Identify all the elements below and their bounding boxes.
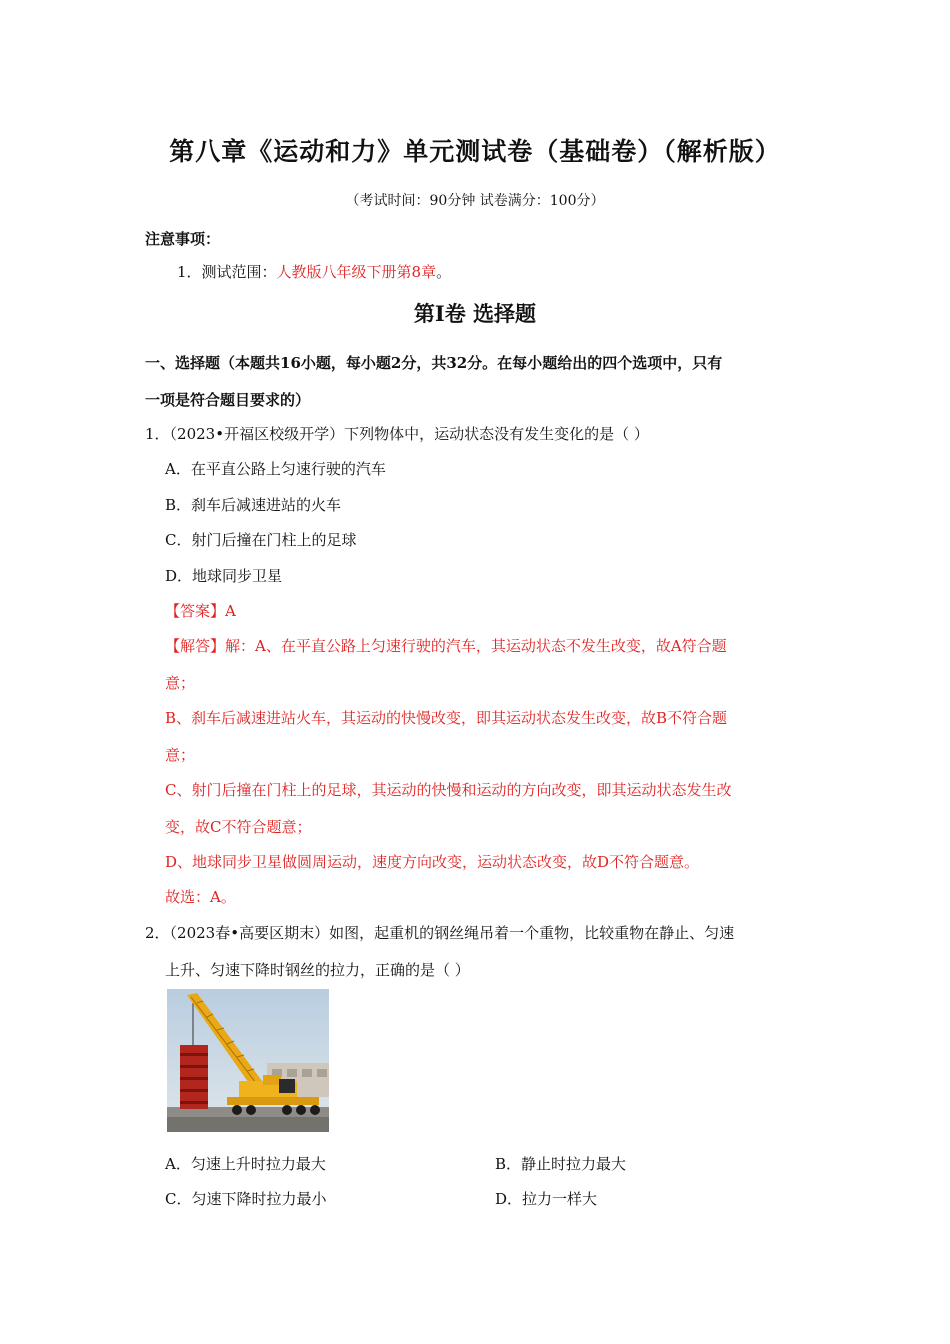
section-instructions-line-1: 一、选择题（本题共16小题，每小题2分，共32分。在每小题给出的四个选项中，只有 <box>145 354 723 372</box>
note-item-1 <box>177 261 451 282</box>
q1-analysis-line: 意； <box>165 746 196 764</box>
q1-option-c: C．射门后撞在门柱上的足球 <box>165 531 357 549</box>
note-suffix: 。 <box>436 263 452 281</box>
q1-option-d: D．地球同步卫星 <box>165 567 283 585</box>
question-2-stem-line-1: 2．（2023春•高要区期末）如图，起重机的钢丝绳吊着一个重物，比较重物在静止、匀速 <box>145 924 735 942</box>
q1-analysis-line: B、刹车后减速进站火车，其运动的快慢改变，即其运动状态发生改变，故B不符合题 <box>165 709 728 727</box>
q2-option-d: D．拉力一样大 <box>495 1190 598 1208</box>
q1-analysis-line: D、地球同步卫星做圆周运动，速度方向改变，运动状态改变，故D不符合题意。 <box>165 853 700 871</box>
question-2-stem-line-2: 上升、匀速下降时钢丝的拉力，正确的是（ ） <box>165 961 470 979</box>
crane-photo <box>167 989 329 1132</box>
q1-option-a: A．在平直公路上匀速行驶的汽车 <box>165 460 386 478</box>
notes-heading: 注意事项： <box>145 230 221 248</box>
q2-option-a: A．匀速上升时拉力最大 <box>165 1155 326 1173</box>
q1-analysis-line: 故选：A。 <box>165 888 236 906</box>
volume-title: 第Ⅰ卷 选择题 <box>413 301 537 326</box>
q2-option-c: C．匀速下降时拉力最小 <box>165 1190 327 1208</box>
q1-analysis-line: 【解答】解：A、在平直公路上匀速行驶的汽车，其运动状态不发生改变，故A符合题 <box>165 637 727 655</box>
q1-answer: 【答案】A <box>165 602 236 620</box>
q1-option-b: B．刹车后减速进站的火车 <box>165 496 342 514</box>
note-prefix: 1．测试范围： <box>177 263 277 281</box>
q1-analysis-line: 意； <box>165 674 196 692</box>
exam-info: （考试时间：90分钟 试卷满分：100分） <box>345 193 605 209</box>
q2-option-b: B．静止时拉力最大 <box>495 1155 627 1173</box>
question-1-stem: 1．（2023•开福区校级开学）下列物体中，运动状态没有发生变化的是（ ） <box>145 425 649 443</box>
q1-analysis-line: C、射门后撞在门柱上的足球，其运动的快慢和运动的方向改变，即其运动状态发生改 <box>165 781 732 799</box>
q1-analysis-line: 变，故C不符合题意； <box>165 818 312 836</box>
test-scope: 人教版八年级下册第8章 <box>276 263 437 281</box>
page-title: 第八章《运动和力》单元测试卷（基础卷）（解析版） <box>169 137 781 166</box>
section-instructions-line-2: 一项是符合题目要求的） <box>145 391 311 409</box>
